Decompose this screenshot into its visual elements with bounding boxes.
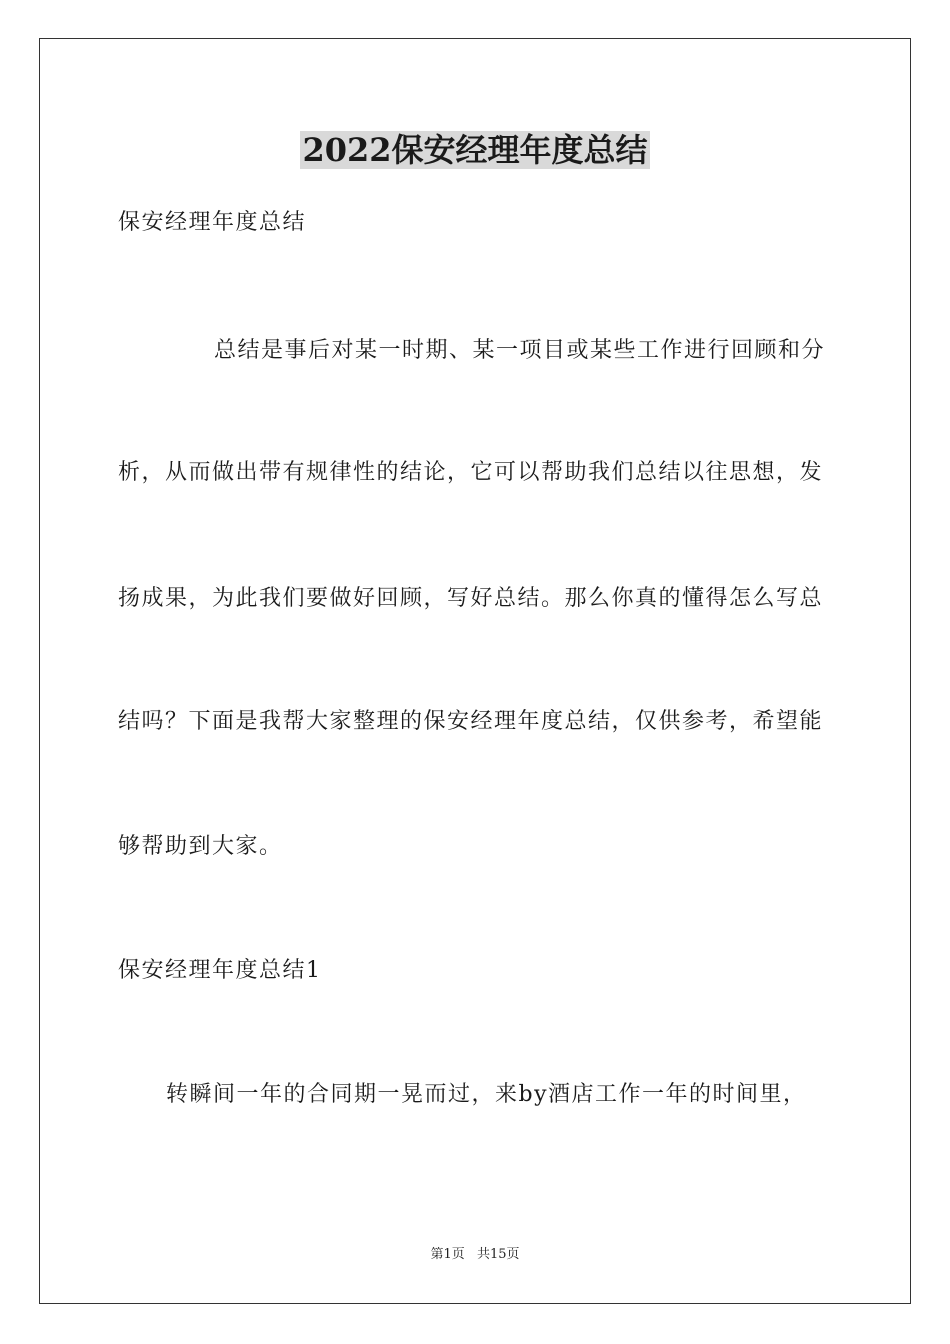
- intro-line-5: 够帮助到大家。: [118, 834, 283, 859]
- page-footer: [0, 1246, 950, 1264]
- intro-line-1: 总结是事后对某一时期、某一项目或某些工作进行回顾和分: [214, 338, 826, 363]
- document-subtitle: 保安经理年度总结: [118, 210, 307, 235]
- page-total: 共15页: [476, 1247, 520, 1262]
- document-title-text: 2022保安经理年度总结: [302, 131, 648, 169]
- intro-line-2: 析，从而做出带有规律性的结论，它可以帮助我们总结以往思想，发: [118, 460, 824, 485]
- section-paragraph-line-1: 转瞬间一年的合同期一晃而过，来by酒店工作一年的时间里，: [166, 1082, 807, 1107]
- intro-line-3: 扬成果，为此我们要做好回顾，写好总结。那么你真的懂得怎么写总: [118, 586, 824, 611]
- document-title: [0, 128, 950, 172]
- intro-line-4: 结吗？下面是我帮大家整理的保安经理年度总结，仅供参考，希望能: [118, 709, 824, 734]
- page-number: 第1页: [430, 1247, 465, 1262]
- section-heading: 保安经理年度总结1: [118, 958, 322, 983]
